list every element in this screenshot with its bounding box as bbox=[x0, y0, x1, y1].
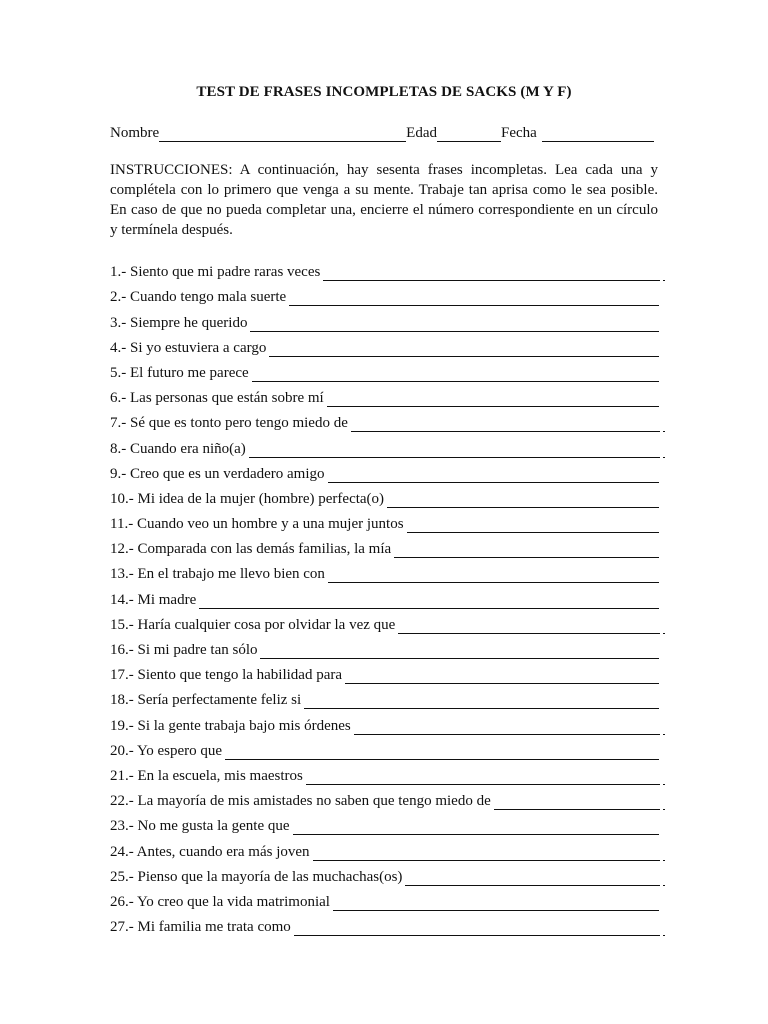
sentence-item bbox=[110, 483, 665, 508]
answer-blank bbox=[387, 493, 659, 508]
sentence-item bbox=[110, 886, 665, 911]
sentence-text: 8.- Cuando era niño(a) bbox=[110, 440, 246, 457]
answer-blank bbox=[494, 795, 660, 810]
sentence-text: 26.- Yo creo que la vida matrimonial bbox=[110, 893, 330, 910]
sentence-item bbox=[110, 407, 665, 432]
line-tail bbox=[663, 871, 665, 886]
page-title: TEST DE FRASES INCOMPLETAS DE SACKS (M Y F) bbox=[196, 84, 572, 100]
line-tail bbox=[663, 846, 665, 861]
sentence-text: 22.- La mayoría de mis amistades no saben que tengo miedo de bbox=[110, 793, 491, 810]
name-blank bbox=[159, 127, 406, 142]
sentence-text: 9.- Creo que es un verdadero amigo bbox=[110, 465, 325, 482]
sentence-item bbox=[110, 735, 665, 760]
sentence-text: 15.- Haría cualquier cosa por olvidar la vez que bbox=[110, 616, 396, 633]
sentence-text: 10.- Mi idea de la mujer (hombre) perfecta(o) bbox=[110, 490, 385, 507]
answer-blank bbox=[398, 619, 660, 634]
date-blank bbox=[542, 127, 654, 142]
sentence-text: 1.- Siento que mi padre raras veces bbox=[110, 264, 321, 281]
answer-blank bbox=[306, 770, 660, 785]
sentence-item bbox=[110, 659, 665, 684]
sentence-item bbox=[110, 281, 665, 306]
sentence-list bbox=[110, 256, 665, 936]
line-tail bbox=[663, 770, 665, 785]
answer-blank bbox=[333, 896, 659, 911]
line-tail bbox=[663, 921, 665, 936]
answer-blank bbox=[323, 266, 660, 281]
sentence-item bbox=[110, 458, 665, 483]
instructions-paragraph: INSTRUCCIONES: A continuación, hay sesenta frases incompletas. Lea cada una y complétela con lo primero que venga a su mente. Trabaje tan aprisa como le sea posible. En caso de que no pueda completar una, encierre el número correspondiente en un círculo y termínela después. bbox=[110, 162, 658, 238]
sentence-item bbox=[110, 785, 665, 810]
sentence-text: 12.- Comparada con las demás familias, la mía bbox=[110, 541, 392, 558]
sentence-text: 7.- Sé que es tonto pero tengo miedo de bbox=[110, 415, 348, 432]
sentence-text: 6.- Las personas que están sobre mí bbox=[110, 390, 324, 407]
sentence-text: 2.- Cuando tengo mala suerte bbox=[110, 289, 287, 306]
header-fields bbox=[110, 122, 658, 142]
sentence-item bbox=[110, 508, 665, 533]
line-tail bbox=[663, 619, 665, 634]
answer-blank bbox=[345, 669, 659, 684]
sentence-text: 19.- Si la gente trabaja bajo mis órdenes bbox=[110, 717, 351, 734]
sentence-text: 17.- Siento que tengo la habilidad para bbox=[110, 667, 343, 684]
sentence-text: 25.- Pienso que la mayoría de las muchachas(os) bbox=[110, 868, 403, 885]
sentence-item bbox=[110, 558, 665, 583]
sentence-item bbox=[110, 609, 665, 634]
answer-blank bbox=[328, 568, 659, 583]
sentence-item bbox=[110, 861, 665, 886]
answer-blank bbox=[351, 417, 660, 432]
sentence-item bbox=[110, 835, 665, 860]
age-label: Edad bbox=[406, 125, 437, 141]
answer-blank bbox=[252, 367, 659, 382]
sentence-item bbox=[110, 634, 665, 659]
answer-blank bbox=[405, 871, 660, 886]
sentence-item bbox=[110, 760, 665, 785]
sentence-item bbox=[110, 709, 665, 734]
sentence-item bbox=[110, 332, 665, 357]
sentence-text: 14.- Mi madre bbox=[110, 591, 197, 608]
line-tail bbox=[663, 720, 665, 735]
answer-blank bbox=[354, 720, 660, 735]
sentence-item bbox=[110, 533, 665, 558]
answer-blank bbox=[407, 518, 659, 533]
answer-blank bbox=[249, 443, 660, 458]
answer-blank bbox=[294, 921, 660, 936]
sentence-text: 4.- Si yo estuviera a cargo bbox=[110, 339, 267, 356]
answer-blank bbox=[304, 694, 659, 709]
sentence-text: 18.- Sería perfectamente feliz si bbox=[110, 692, 302, 709]
line-tail bbox=[663, 443, 665, 458]
sentence-text: 13.- En el trabajo me llevo bien con bbox=[110, 566, 325, 583]
sentence-text: 23.- No me gusta la gente que bbox=[110, 818, 290, 835]
date-label: Fecha bbox=[500, 125, 537, 141]
sentence-item bbox=[110, 382, 665, 407]
sentence-item bbox=[110, 306, 665, 331]
answer-blank bbox=[199, 594, 659, 609]
answer-blank bbox=[250, 317, 659, 332]
answer-blank bbox=[313, 846, 660, 861]
answer-blank bbox=[289, 291, 659, 306]
sentence-text: 24.- Antes, cuando era más joven bbox=[110, 843, 310, 860]
answer-blank bbox=[225, 745, 659, 760]
sentence-item bbox=[110, 911, 665, 936]
answer-blank bbox=[328, 468, 659, 483]
line-tail bbox=[663, 417, 665, 432]
sentence-text: 3.- Siempre he querido bbox=[110, 314, 248, 331]
answer-blank bbox=[327, 392, 659, 407]
sentence-text: 21.- En la escuela, mis maestros bbox=[110, 767, 303, 784]
answer-blank bbox=[260, 644, 659, 659]
answer-blank bbox=[269, 342, 659, 357]
sentence-text: 5.- El futuro me parece bbox=[110, 364, 249, 381]
name-label: Nombre bbox=[110, 125, 160, 141]
sentence-item bbox=[110, 583, 665, 608]
sentence-item bbox=[110, 357, 665, 382]
answer-blank bbox=[394, 543, 659, 558]
line-tail bbox=[663, 795, 665, 810]
answer-blank bbox=[293, 820, 659, 835]
sentence-text: 16.- Si mi padre tan sólo bbox=[110, 642, 258, 658]
age-blank bbox=[437, 127, 501, 142]
sentence-item bbox=[110, 432, 665, 457]
sentence-text: 11.- Cuando veo un hombre y a una mujer juntos bbox=[110, 516, 404, 533]
line-tail bbox=[663, 266, 665, 281]
sentence-item bbox=[110, 684, 665, 709]
sentence-text: 27.- Mi familia me trata como bbox=[110, 919, 291, 936]
sentence-item bbox=[110, 256, 665, 281]
sentence-text: 20.- Yo espero que bbox=[110, 742, 223, 759]
sentence-item bbox=[110, 810, 665, 835]
